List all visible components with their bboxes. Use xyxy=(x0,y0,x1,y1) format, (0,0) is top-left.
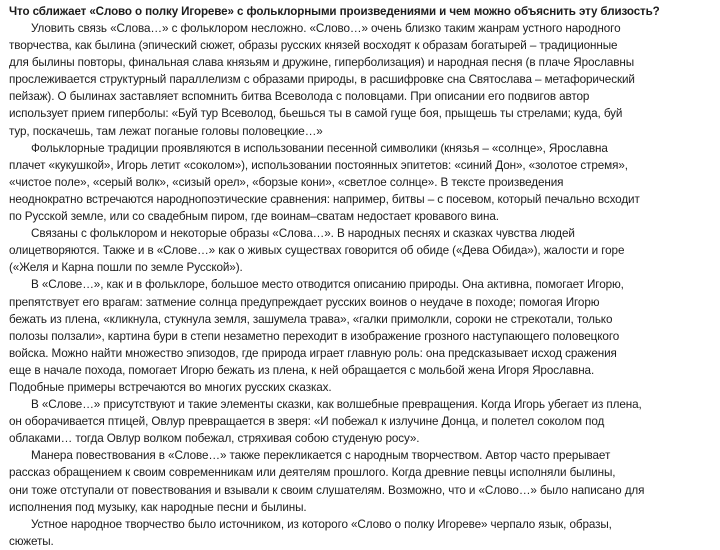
text-line: В «Слове…» присутствуют и такие элементы сказки, как волшебные превращения. Когда Игорь убегает из плена, xyxy=(31,398,642,412)
text-line: тур, поскачешь, там лежат поганые головы половецкие…» xyxy=(9,124,323,138)
text-line: прослеживается структурный параллелизм с образами природы, в расшифровке сна Святослава – метафорический xyxy=(9,73,635,87)
text-line: облаками… тогда Овлур волком побежал, стряхивая собою студеную росу». xyxy=(9,432,420,446)
text-line: Манера повествования в «Слове…» также перекликается с народным творчеством. Автор часто прерывает xyxy=(31,449,611,463)
document-title: Что сближает «Слово о полку Игореве» с фольклорными произведениями и чем можно объяснить эту близость? xyxy=(9,5,660,18)
text-line: пейзаж). О былинах заставляет вспомнить битва Всеволода с половцами. При описании его подвигов автор xyxy=(9,90,590,104)
text-line: использует прием гиперболы: «Буй тур Всеволод, бьешься ты в самой гуще боя, прыщешь ты стрелами; куда, буй xyxy=(9,107,623,121)
text-line: Связаны с фольклором и некоторые образы «Слова…». В народных песнях и сказках чувства людей xyxy=(31,227,575,241)
document-body xyxy=(9,20,712,550)
text-line: неоднократно встречаются народнопоэтические сравнения: например, битвы – с посевом, который печально всходит xyxy=(9,192,640,206)
text-line: Фольклорные традиции проявляются в использовании песенной символики (князья – «солнце», Ярославна xyxy=(31,141,608,155)
text-line: олицетворяются. Также и в «Слове…» как о живых существах говорится об обиде («Дева Обида»), жалости и горе xyxy=(9,244,625,258)
text-line: плачет «кукушкой», Игорь летит «соколом»), использовании постоянных эпитетов: «синий Дон», «золотое стремя», xyxy=(9,158,628,172)
text-line: В «Слове…», как и в фольклоре, большое место отводится описанию природы. Она активна, помогает Игорю, xyxy=(31,278,624,292)
text-line: рассказ обращением к своим современникам или деятелям прошлого. Когда древние певцы исполняли былины, xyxy=(9,466,616,480)
text-line: еще в начале похода, помогает Игорю бежать из плена, к ней обращается с мольбой жена Игоря Ярославна. xyxy=(9,363,595,377)
text-line: сюжеты. xyxy=(9,534,54,548)
text-line: Подобные примеры встречаются во многих русских сказках. xyxy=(9,380,332,394)
text-line: («Желя и Карна пошли по земле Русской»). xyxy=(9,261,243,275)
text-line: исполнения под музыку, как народные песни и былины. xyxy=(9,500,307,514)
text-line: «чистое поле», «серый волк», «сизый орел», «борзые кони», «светлое солнце». В тексте произведения xyxy=(9,175,564,189)
text-line: бежать из плена, «кликнула, стукнула земля, зашумела трава», «галки примолкли, сороки не стрекотали, только xyxy=(9,312,613,326)
text-line: препятствует его врагам: затмение солнца предупреждает русских воинов о неудаче в походе; помогая Игорю xyxy=(9,295,600,309)
text-line: полозы ползали», картина бури в степи незаметно переходит в изображение грозного наступающего половецкого xyxy=(9,329,620,343)
text-line: по Русской земле, или со свадебным пиром, где воинам–сватам недостает кровавого вина. xyxy=(9,210,499,224)
text-line: для былины повторы, финальная слава князьям и дружине, гиперболизация) и народная песня (в плаче Ярославны xyxy=(9,56,634,70)
text-line: они тоже отступали от повествования и взывали к своим слушателям. Возможно, что и «Слово…» было написано для xyxy=(9,483,645,497)
text-line: Уловить связь «Слова…» с фольклором несложно. «Слово…» очень близко таким жанрам устного народного xyxy=(31,22,621,35)
text-line: творчества, как былина (эпический сюжет, образы русских князей восходят к образам богатырей – традиционные xyxy=(9,39,618,53)
text-line: войска. Можно найти множество эпизодов, где природа играет главную роль: она предсказывает исход сражения xyxy=(9,346,617,360)
text-line: он оборачивается птицей, Овлур превращается в зверя: «И побежал к излучине Донца, и полетел соколом под xyxy=(9,415,605,429)
text-line: Устное народное творчество было источником, из которого «Слово о полку Игореве» черпало язык, образы, xyxy=(31,517,612,531)
